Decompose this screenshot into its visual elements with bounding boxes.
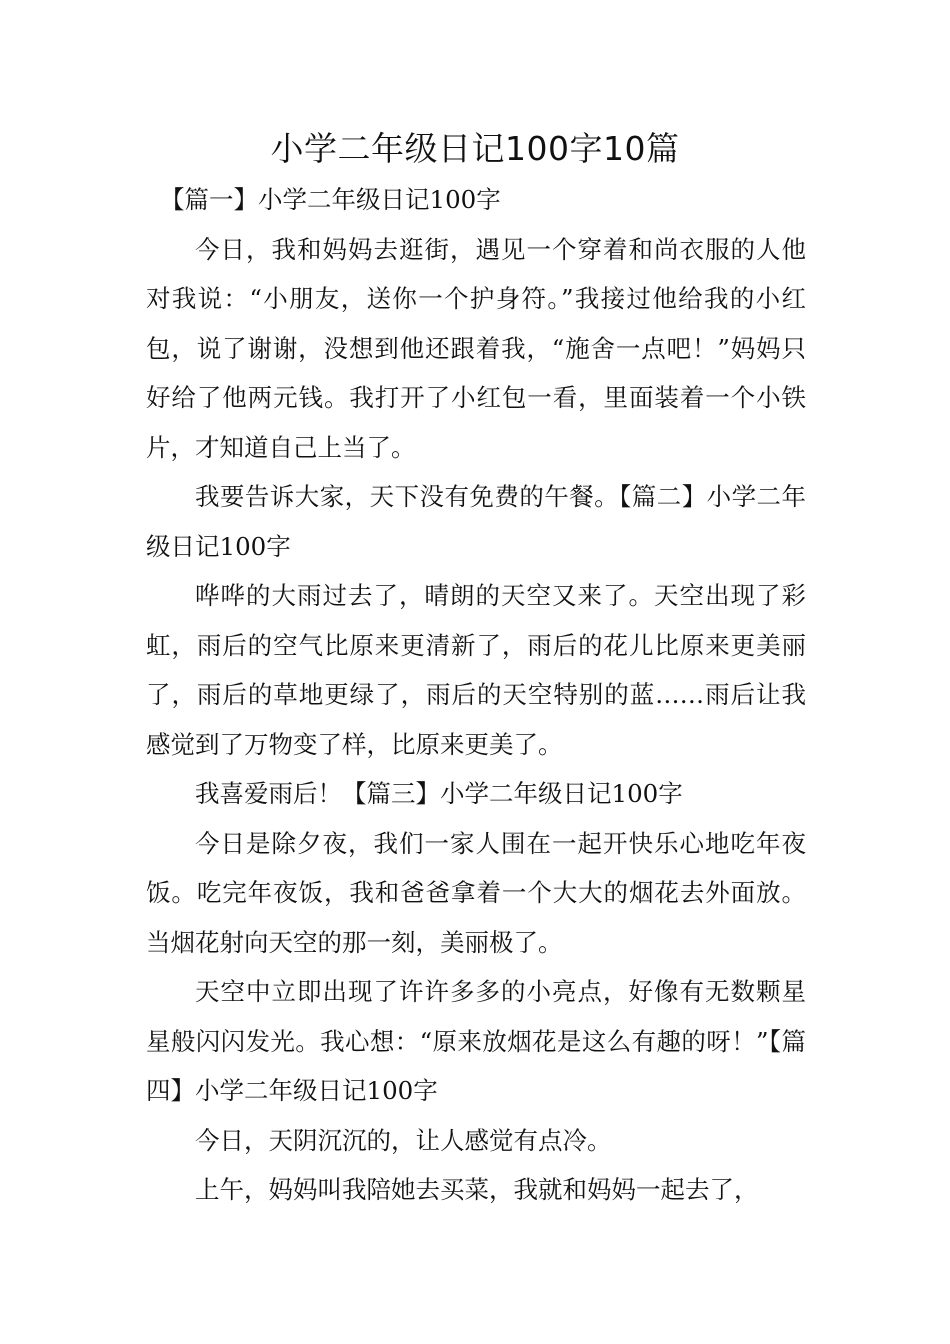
document-body — [146, 175, 806, 1215]
paragraph: 天空中立即出现了许许多多的小亮点，好像有无数颗星星般闪闪发光。我心想：“原来放烟花是这么有趣的呀！”【篇四】小学二年级日记100字 — [146, 977, 806, 1105]
section-heading-1: 【篇一】小学二年级日记100字 — [160, 185, 501, 214]
paragraph: 今日是除夕夜，我们一家人围在一起开快乐心地吃年夜饭。吃完年夜饭，我和爸爸拿着一个大大的烟花去外面放。当烟花射向天空的那一刻，美丽极了。 — [146, 828, 806, 957]
paragraph: 上午，妈妈叫我陪她去买菜，我就和妈妈一起去了， — [195, 1175, 759, 1204]
paragraph: 我喜爱雨后！【篇三】小学二年级日记100字 — [195, 779, 683, 808]
paragraph: 哗哗的大雨过去了，晴朗的天空又来了。天空出现了彩虹，雨后的空气比原来更清新了，雨后的花儿比原来更美丽了，雨后的草地更绿了，雨后的天空特别的蓝……雨后让我感觉到了万物变了样，比原来更美了。 — [146, 581, 806, 759]
paragraph: 今日，我和妈妈去逛街，遇见一个穿着和尚衣服的人他对我说：“小朋友，送你一个护身符。”我接过他给我的小红包，说了谢谢，没想到他还跟着我，“施舍一点吧！”妈妈只好给了他两元钱。我打开了小红包一看，里面装着一个小铁片，才知道自己上当了。 — [146, 234, 806, 462]
document-title: 小学二年级日记100字10篇 — [270, 129, 680, 168]
paragraph: 我要告诉大家，天下没有免费的午餐。【篇二】小学二年级日记100字 — [146, 482, 806, 561]
paragraph: 今日，天阴沉沉的，让人感觉有点冷。 — [195, 1125, 612, 1155]
